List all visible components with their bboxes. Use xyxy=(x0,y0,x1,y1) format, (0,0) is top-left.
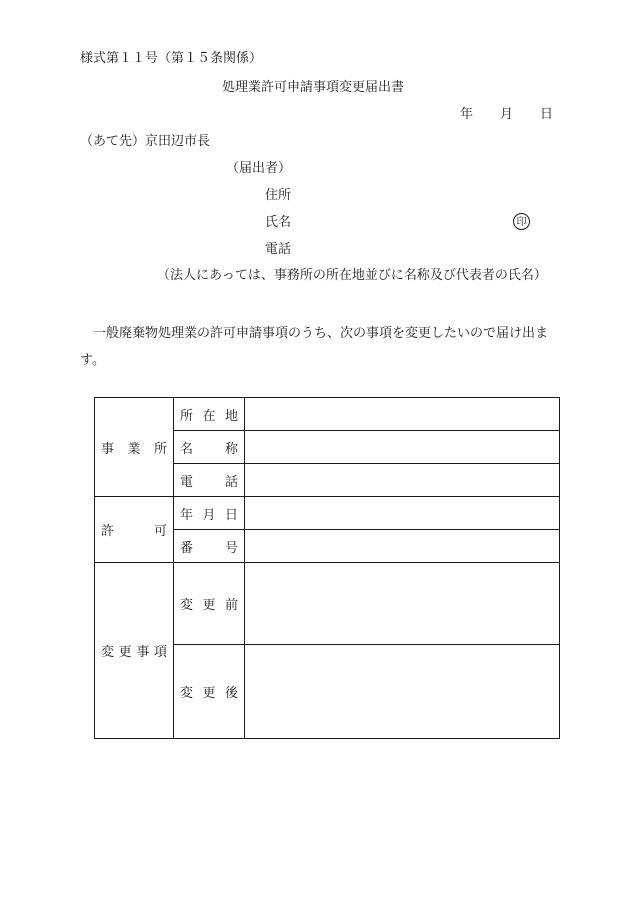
name-label: 氏名 xyxy=(265,215,292,230)
body-text: 一般廃棄物処理業の許可申請事項のうち、次の事項を変更したいので届け出ます。 xyxy=(80,326,549,368)
office-phone-field[interactable] xyxy=(245,464,560,497)
permit-section-label: 許 可 xyxy=(95,497,174,563)
corporate-note: （法人にあっては、事務所の所在地並びに名称及び代表者の氏名） xyxy=(157,268,547,283)
document-title: 処理業許可申請事項変更届出書 xyxy=(222,80,405,95)
form-number: 様式第１１号（第１５条関係） xyxy=(80,51,263,66)
notifier-heading: （届出者） xyxy=(226,161,292,176)
after-change-label: 変 更 後 xyxy=(174,645,245,739)
date-day: 日 xyxy=(540,107,554,122)
location-label: 所 在 地 xyxy=(174,398,245,431)
location-field[interactable] xyxy=(245,398,560,431)
before-change-field[interactable] xyxy=(245,563,560,645)
after-change-field[interactable] xyxy=(245,645,560,739)
address-label: 住所 xyxy=(265,188,292,203)
changes-section-label: 変 更 事 項 xyxy=(95,563,174,739)
date-year: 年 xyxy=(460,107,474,122)
permit-date-field[interactable] xyxy=(245,497,560,530)
date-month: 月 xyxy=(500,107,514,122)
addressee: （あて先）京田辺市長 xyxy=(80,134,211,149)
permit-date-label: 年 月 日 xyxy=(174,497,245,530)
seal-mark: 印 xyxy=(513,213,530,230)
phone-label: 電話 xyxy=(265,242,292,257)
permit-number-field[interactable] xyxy=(245,530,560,563)
office-phone-label: 電 話 xyxy=(174,464,245,497)
office-name-label: 名 称 xyxy=(174,431,245,464)
before-change-label: 変 更 前 xyxy=(174,563,245,645)
permit-number-label: 番 号 xyxy=(174,530,245,563)
change-form-table xyxy=(94,397,560,739)
office-section-label: 事 業 所 xyxy=(95,398,174,497)
office-name-field[interactable] xyxy=(245,431,560,464)
